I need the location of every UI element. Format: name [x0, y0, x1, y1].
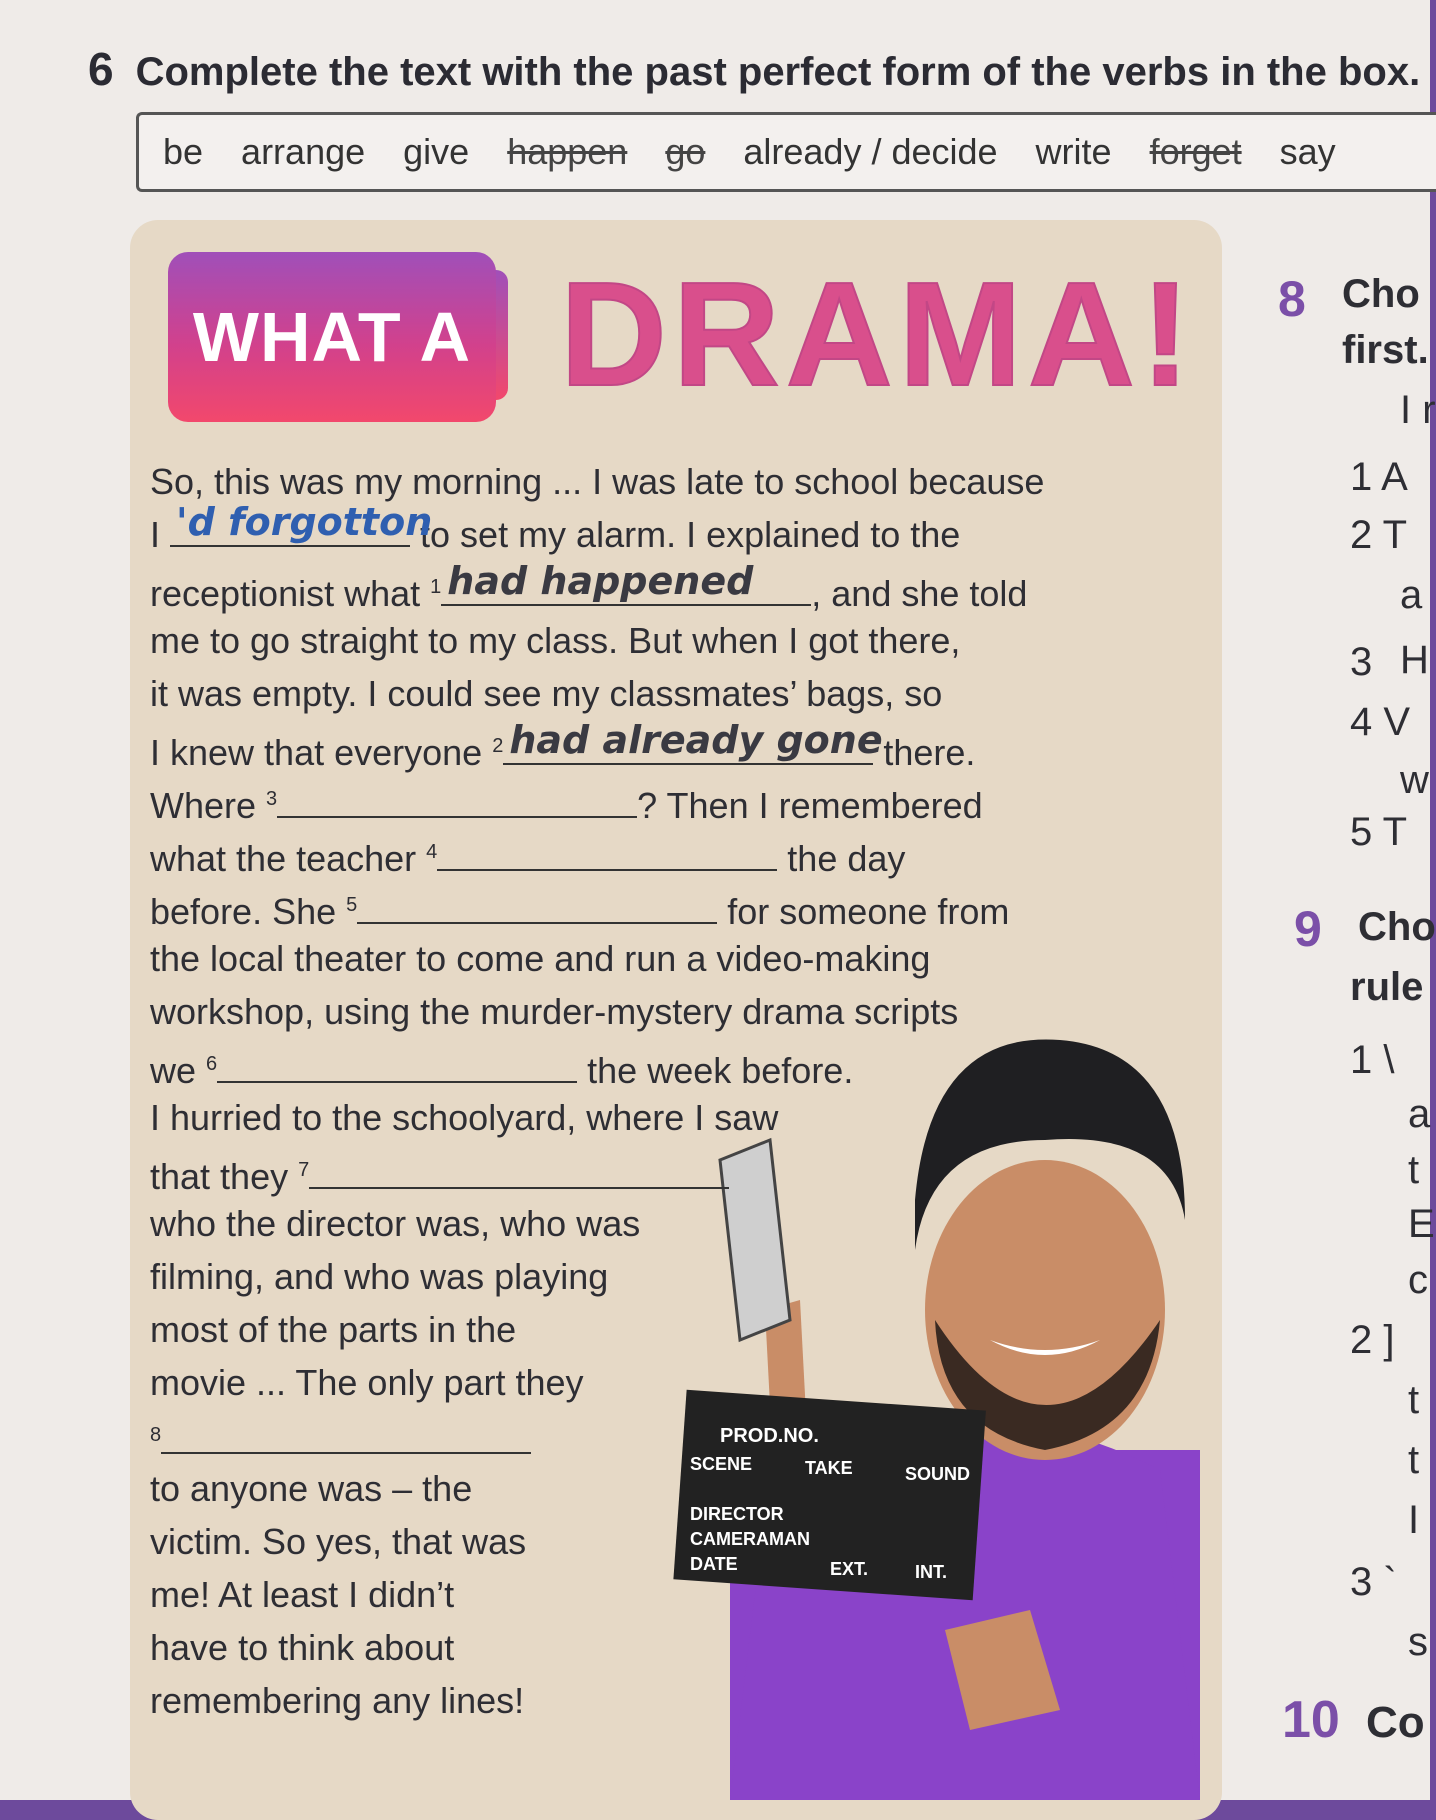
banner-drama: DRAMA! [560, 252, 1197, 417]
story-line-11: workshop, using the murder-mystery drama scripts [150, 991, 959, 1032]
answer-blank-7[interactable] [309, 1151, 729, 1189]
story-line-7: Where $^3$ ? Then I remembered [150, 773, 1044, 826]
clapper-director: DIRECTOR [690, 1504, 784, 1524]
story-line-14: that they $^7$ [150, 1144, 1044, 1197]
exercise-9-number: 9 [1294, 901, 1322, 957]
verb-forget: forget [1149, 131, 1242, 172]
answer-blank-6[interactable] [217, 1045, 577, 1083]
story-line-15: who the director was, who was [150, 1203, 641, 1244]
story-line-24: remembering any lines! [150, 1680, 525, 1721]
answer-example[interactable]: 'd forgotton [170, 509, 410, 547]
verb-happen: happen [507, 131, 628, 172]
clapper-int: INT. [915, 1562, 948, 1582]
exercise-10-title: Co [1366, 1698, 1425, 1747]
answer-blank-3[interactable] [277, 780, 637, 818]
exercise-6-heading [88, 42, 1420, 96]
clapper-ext: EXT. [830, 1559, 869, 1579]
verb-arrange: arrange [241, 131, 366, 172]
exercise-8-title: Cho [1342, 272, 1420, 316]
verb-go: go [665, 131, 706, 172]
banner-what-a: WHAT A [168, 252, 496, 422]
answer-blank-1[interactable]: had happened [441, 568, 811, 606]
story-line-6: I knew that everyone $^2$ had already gone there. [150, 718, 976, 773]
story-line-23: have to think about [150, 1627, 455, 1668]
story-line-3: receptionist what $^1$ had happened , and she told [150, 559, 1028, 614]
story-line-2: I 'd forgotton to set my alarm. I explained to the [150, 500, 961, 555]
verb-already-decide: already / decide [743, 131, 998, 172]
clapper-scene: SCENE [690, 1454, 753, 1474]
story-line-5: it was empty. I could see my classmates’ bags, so [150, 673, 943, 714]
clapper-take: TAKE [805, 1458, 853, 1478]
clapper-cameraman: CAMERAMAN [690, 1529, 810, 1549]
story-line-1: So, this was my morning ... I was late to school because [150, 461, 1045, 502]
story-line-20: to anyone was – the [150, 1468, 473, 1509]
story-line-21: victim. So yes, that was [150, 1521, 527, 1562]
verb-give: give [403, 131, 470, 172]
answer-blank-8[interactable] [161, 1416, 531, 1454]
answer-blank-4[interactable] [437, 833, 777, 871]
story-line-4: me to go straight to my class. But when I got there, [150, 620, 961, 661]
exercise-9-subtitle: rule [1350, 965, 1424, 1009]
story-line-16: filming, and who was playing [150, 1256, 609, 1297]
exercise-10-number: 10 [1282, 1691, 1340, 1749]
exercise-instruction: Complete the text with the past perfect form of the verbs in the box. [135, 50, 1421, 94]
story-text [150, 455, 1044, 1727]
story-line-10: the local theater to come and run a video-making [150, 938, 931, 979]
clapper-sound: SOUND [905, 1464, 971, 1484]
clapper-date: DATE [690, 1554, 738, 1574]
exercise-8-subtitle: first. [1342, 328, 1429, 372]
story-line-9: before. She $^5$ for someone from [150, 879, 1044, 932]
story-line-19: 8 [150, 1409, 1044, 1462]
verb-say: say [1279, 131, 1336, 172]
story-line-8: what the teacher $^4$ the day [150, 826, 1044, 879]
exercise-number: 6 [88, 43, 114, 95]
exercise-9-title: Cho [1358, 905, 1436, 949]
story-line-18: movie ... The only part they [150, 1362, 584, 1403]
workbook-page: 6 Complete the text with the past perfect form of the verbs in the box. be arrange give happen go already / decide write forget say WHAT A DRAMA! PROD.NO. SCENE TAKE SOUND DIRECTOR CAMERAMAN DATE EXT. INT. So, this was my morning ... I was late to school because I 'd forgotton to set my alarm. I explained to the receptionist what $^1$ had happened , and she told me to go straight to my class. But when I got there, it was empty. I could see my classmates’ bags, so I knew that everyone $^2$ had already gone there. Where $^3$ ? Then I remembered what the teacher $^4$ the day before. She $^5$ for someone from the local theater to come and run a video-making workshop, using the murder-mystery drama scripts we $^6$ the week before. I hurried to the schoolyard, where I saw that they $^7$ who the director was, who was filming, and who was playing most of the parts in the movie ... The only part they $^8$ to anyone was – the victim. So yes, that was me! At least I didn’t have to think about remembering any lines! 8 Cho first. I r 1 A 2 T a 3 H 4 V w 5 T 9 Cho rule 1 \ a t E c 2 ] t t I 3 ` s 10 Co [0, 0, 1430, 1800]
story-line-13: I hurried to the schoolyard, where I saw [150, 1097, 779, 1138]
answer-blank-2[interactable]: had already gone [503, 727, 873, 765]
story-line-12: we $^6$ the week before. [150, 1038, 1044, 1091]
verb-write: write [1035, 131, 1112, 172]
clapper-prod: PROD.NO. [720, 1425, 819, 1447]
answer-blank-5[interactable] [357, 886, 717, 924]
story-line-22: me! At least I didn’t [150, 1574, 455, 1615]
verb-box [136, 112, 1436, 192]
verb-be: be [163, 131, 204, 172]
story-line-17: most of the parts in the [150, 1309, 517, 1350]
exercise-8-number: 8 [1278, 271, 1306, 327]
